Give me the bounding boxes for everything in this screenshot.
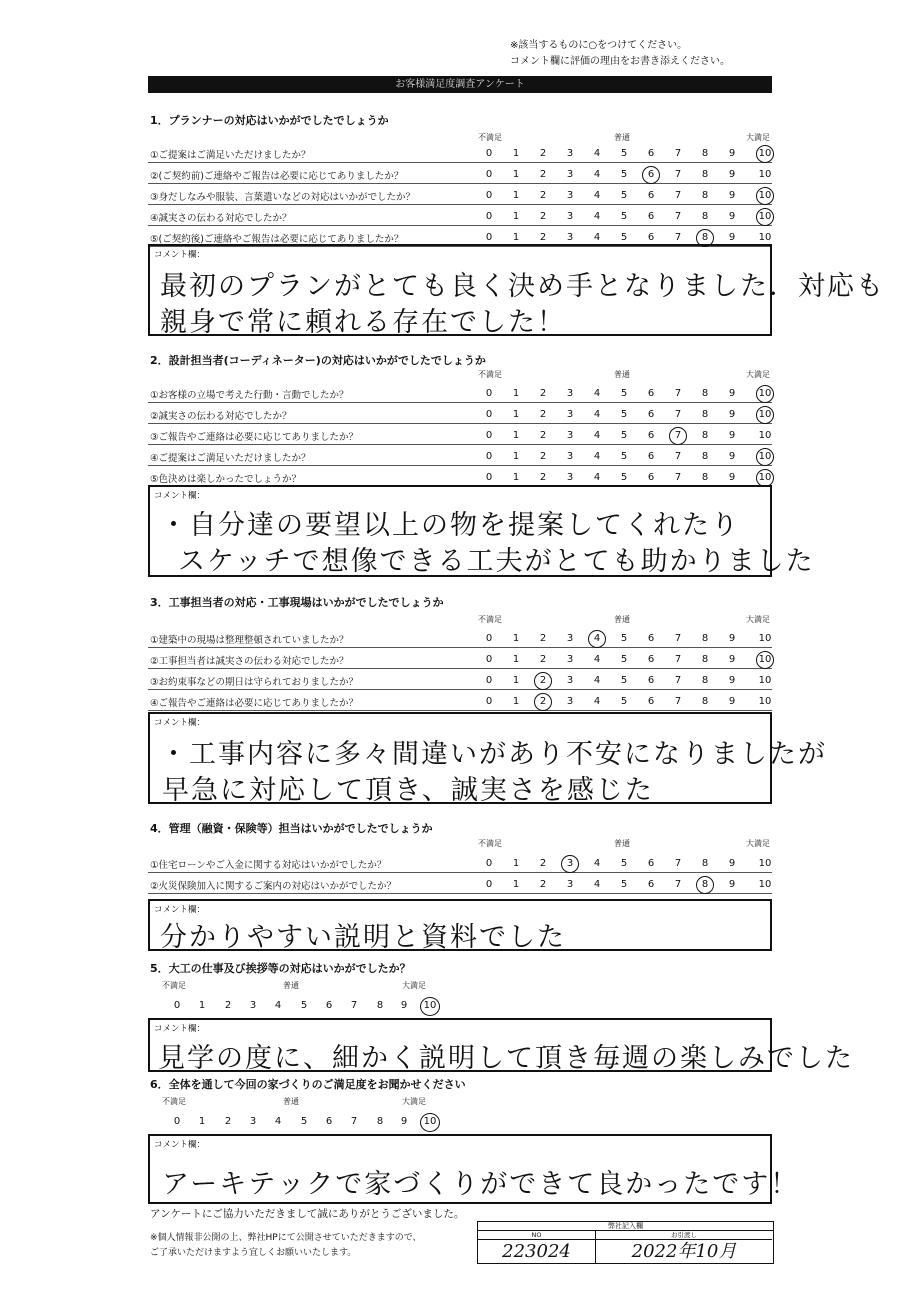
- rating-option[interactable]: 7: [674, 388, 682, 399]
- instruction-comment: コメント欄に評価の理由をお書き添えください。: [510, 56, 730, 67]
- rating-option[interactable]: 10: [758, 696, 772, 707]
- rating-option[interactable]: 5: [620, 858, 628, 869]
- rating-option[interactable]: 10: [758, 879, 772, 890]
- scale-mid-label: 普通: [283, 1097, 299, 1106]
- rating-option-selected[interactable]: 10: [423, 1116, 437, 1127]
- rating-option[interactable]: 9: [728, 148, 736, 159]
- rating-option[interactable]: 2: [539, 451, 547, 462]
- question-label: ⑤色決めは楽しかったでしょうか？: [150, 474, 302, 485]
- rating-option[interactable]: 0: [485, 232, 493, 243]
- rating-option[interactable]: 9: [728, 633, 736, 644]
- rating-option[interactable]: 2: [539, 858, 547, 869]
- rating-option-selected[interactable]: 8: [697, 232, 713, 243]
- scale-low-label: 不満足: [478, 615, 502, 624]
- rating-option-selected[interactable]: 10: [758, 451, 772, 462]
- rating-option[interactable]: 5: [620, 451, 628, 462]
- rating-option[interactable]: 9: [728, 190, 736, 201]
- rating-option[interactable]: 9: [728, 430, 736, 441]
- section5-comment-line1: 見学の度に、細かく説明して頂き毎週の楽しみでした: [158, 1043, 854, 1074]
- rating-option[interactable]: 7: [674, 169, 682, 180]
- section3-comment-box[interactable]: [148, 712, 827, 806]
- rating-option[interactable]: 0: [173, 1000, 181, 1011]
- rating-option[interactable]: 8: [376, 1000, 384, 1011]
- rating-option[interactable]: 0: [485, 472, 493, 483]
- rating-option[interactable]: 2: [539, 409, 547, 420]
- rating-option[interactable]: 6: [647, 409, 655, 420]
- rating-option-selected[interactable]: 2: [535, 696, 551, 707]
- rating-option[interactable]: 0: [485, 430, 493, 441]
- rating-option[interactable]: 3: [249, 1116, 257, 1127]
- rating-option[interactable]: 9: [728, 696, 736, 707]
- scale-low-label: 不満足: [162, 1097, 186, 1106]
- question-label: ②誠実さの伝わる対応でしたか？: [150, 411, 292, 422]
- rating-option[interactable]: 7: [674, 696, 682, 707]
- rating-option-selected[interactable]: 10: [423, 1000, 437, 1011]
- rating-option[interactable]: 10: [758, 633, 772, 644]
- scale-low-label: 不満足: [478, 370, 502, 379]
- question-row: [148, 670, 772, 690]
- rating-option[interactable]: 3: [249, 1000, 257, 1011]
- rating-option[interactable]: 4: [593, 879, 601, 890]
- rating-option[interactable]: 8: [701, 451, 709, 462]
- rating-option[interactable]: 5: [300, 1000, 308, 1011]
- question-row: [148, 853, 772, 873]
- rating-option[interactable]: 1: [198, 1116, 206, 1127]
- rating-option[interactable]: 10: [758, 232, 772, 243]
- rating-option[interactable]: 8: [701, 190, 709, 201]
- rating-option[interactable]: 0: [485, 696, 493, 707]
- rating-option[interactable]: 2: [539, 232, 547, 243]
- rating-option[interactable]: 0: [485, 858, 493, 869]
- rating-option-selected[interactable]: 10: [758, 654, 772, 665]
- rating-option[interactable]: 3: [566, 388, 574, 399]
- rating-option[interactable]: 2: [539, 633, 547, 644]
- rating-option[interactable]: 0: [485, 675, 493, 686]
- section3-comment-line2: 早急に対応して頂き、誠実さを感じた: [162, 775, 654, 806]
- scale-mid-label: 普通: [614, 615, 630, 624]
- question-row: [148, 206, 772, 226]
- section5-rating-row: [148, 996, 448, 1016]
- rating-option[interactable]: 7: [674, 879, 682, 890]
- rating-option[interactable]: 7: [674, 232, 682, 243]
- rating-option[interactable]: 6: [647, 451, 655, 462]
- rating-option-selected[interactable]: 10: [758, 211, 772, 222]
- section1-comment-line1: 最初のプランがとても良く決め手となりました．対応も: [160, 271, 885, 302]
- rating-option[interactable]: 8: [376, 1116, 384, 1127]
- rating-option[interactable]: 9: [728, 472, 736, 483]
- rating-option[interactable]: 8: [701, 388, 709, 399]
- rating-option[interactable]: 6: [647, 430, 655, 441]
- rating-option[interactable]: 7: [674, 858, 682, 869]
- rating-option[interactable]: 7: [350, 1116, 358, 1127]
- rating-option[interactable]: 6: [647, 232, 655, 243]
- question-row: [148, 628, 772, 648]
- scale-high-label: 大満足: [746, 133, 770, 142]
- rating-option[interactable]: 6: [647, 472, 655, 483]
- rating-option[interactable]: 3: [566, 654, 574, 665]
- rating-option-selected[interactable]: 3: [562, 858, 578, 869]
- rating-option[interactable]: 1: [512, 430, 520, 441]
- rating-option[interactable]: 2: [224, 1000, 232, 1011]
- rating-option[interactable]: 1: [512, 148, 520, 159]
- scale-mid-label: 普通: [614, 370, 630, 379]
- question-row: [148, 691, 772, 711]
- rating-option[interactable]: 9: [728, 451, 736, 462]
- office-use-box: [477, 1221, 774, 1264]
- rating-option[interactable]: 5: [620, 409, 628, 420]
- rating-option-selected[interactable]: 4: [589, 633, 605, 644]
- rating-option[interactable]: 8: [701, 696, 709, 707]
- no-value: 223024: [502, 1241, 571, 1262]
- rating-option[interactable]: 2: [539, 430, 547, 441]
- rating-option[interactable]: 5: [620, 148, 628, 159]
- office-use-heading: 弊社記入欄: [478, 1222, 773, 1231]
- rating-option[interactable]: 3: [566, 675, 574, 686]
- rating-option[interactable]: 4: [593, 388, 601, 399]
- rating-option[interactable]: 4: [593, 858, 601, 869]
- rating-option[interactable]: 2: [539, 388, 547, 399]
- section5-comment-box[interactable]: [148, 1018, 854, 1074]
- rating-option[interactable]: 3: [566, 633, 574, 644]
- section5-title: 5．大工の仕事及び挨拶等の対応はいかがでしたか？: [150, 962, 411, 975]
- rating-option[interactable]: 3: [566, 409, 574, 420]
- question-label: ③お約束事などの期日は守られておりましたか？: [150, 677, 359, 688]
- rating-option[interactable]: 8: [701, 633, 709, 644]
- rating-option[interactable]: 4: [593, 211, 601, 222]
- rating-option[interactable]: 1: [512, 472, 520, 483]
- section2-comment-line1: ・自分達の要望以上の物を提案してくれたり: [160, 510, 740, 541]
- rating-option[interactable]: 2: [539, 211, 547, 222]
- rating-option[interactable]: 3: [566, 169, 574, 180]
- rating-option[interactable]: 10: [758, 858, 772, 869]
- rating-option[interactable]: 0: [173, 1116, 181, 1127]
- rating-option[interactable]: 8: [701, 675, 709, 686]
- rating-option[interactable]: 6: [647, 633, 655, 644]
- instruction-circle: ※該当するものに○をつけてください。: [510, 40, 688, 51]
- rating-option[interactable]: 8: [701, 430, 709, 441]
- rating-option[interactable]: 5: [620, 675, 628, 686]
- rating-option[interactable]: 9: [400, 1000, 408, 1011]
- instructions: [510, 38, 730, 70]
- rating-option[interactable]: 10: [758, 675, 772, 686]
- rating-option[interactable]: 5: [300, 1116, 308, 1127]
- rating-option[interactable]: 1: [512, 879, 520, 890]
- section3-comment-line1: ・工事内容に多々間違いがあり不安になりましたが: [160, 739, 827, 770]
- rating-option[interactable]: 5: [620, 190, 628, 201]
- rating-option[interactable]: 1: [512, 169, 520, 180]
- rating-option[interactable]: 0: [485, 148, 493, 159]
- rating-option[interactable]: 7: [674, 190, 682, 201]
- question-row: [148, 649, 772, 669]
- comment-label: コメント欄：: [154, 1140, 206, 1150]
- rating-option[interactable]: 4: [593, 232, 601, 243]
- question-label: ⑤(ご契約後)ご連絡やご報告は必要に応じてありましたか？: [150, 234, 404, 245]
- rating-option[interactable]: 4: [593, 430, 601, 441]
- question-row: [148, 425, 772, 445]
- privacy-note-1: ※個人情報非公開の上、弊社HPにて公開させていただきますので、: [150, 1233, 422, 1243]
- scale-high-label: 大満足: [746, 615, 770, 624]
- question-label: ①住宅ローンやご入金に関する対応はいかがでしたか？: [150, 860, 387, 871]
- rating-option[interactable]: 9: [728, 858, 736, 869]
- rating-option[interactable]: 9: [728, 211, 736, 222]
- rating-option[interactable]: 0: [485, 211, 493, 222]
- rating-option[interactable]: 0: [485, 633, 493, 644]
- rating-option[interactable]: 6: [647, 388, 655, 399]
- rating-option[interactable]: 4: [593, 451, 601, 462]
- rating-option[interactable]: 5: [620, 654, 628, 665]
- question-row: [148, 143, 772, 163]
- rating-option[interactable]: 1: [512, 451, 520, 462]
- section1-title: 1．プランナーの対応はいかがでしたでしょうか: [150, 114, 389, 127]
- rating-option[interactable]: 0: [485, 451, 493, 462]
- rating-option[interactable]: 4: [593, 190, 601, 201]
- rating-option[interactable]: 8: [701, 409, 709, 420]
- question-row: [148, 467, 772, 487]
- rating-option[interactable]: 7: [674, 211, 682, 222]
- rating-option[interactable]: 4: [593, 675, 601, 686]
- rating-option[interactable]: 4: [593, 472, 601, 483]
- section6-comment-line1: アーキテックで家づくりができて良かったです！: [162, 1169, 800, 1200]
- rating-option[interactable]: 3: [566, 232, 574, 243]
- rating-option[interactable]: 7: [674, 451, 682, 462]
- section6-comment-box[interactable]: [148, 1134, 800, 1204]
- rating-option[interactable]: 8: [701, 654, 709, 665]
- rating-option[interactable]: 3: [566, 451, 574, 462]
- rating-option[interactable]: 0: [485, 879, 493, 890]
- rating-option[interactable]: 9: [728, 654, 736, 665]
- question-label: ②(ご契約前)ご連絡やご報告は必要に応じてありましたか？: [150, 171, 404, 182]
- thanks-message: アンケートにご協力いただきまして誠にありがとうございました。: [150, 1208, 465, 1220]
- rating-option[interactable]: 9: [728, 388, 736, 399]
- rating-option[interactable]: 6: [647, 675, 655, 686]
- scale-mid-label: 普通: [283, 981, 299, 990]
- question-label: ①建築中の現場は整理整頓されていましたか？: [150, 635, 349, 646]
- question-row: [148, 446, 772, 466]
- rating-option[interactable]: 1: [512, 858, 520, 869]
- rating-option[interactable]: 6: [647, 654, 655, 665]
- rating-option[interactable]: 6: [647, 190, 655, 201]
- rating-option-selected[interactable]: 10: [758, 472, 772, 483]
- rating-option[interactable]: 6: [647, 211, 655, 222]
- section4-comment-line1: 分かりやすい説明と資料でした: [160, 922, 566, 953]
- scale-low-label: 不満足: [162, 981, 186, 990]
- rating-option[interactable]: 6: [325, 1000, 333, 1011]
- rating-option[interactable]: 7: [674, 633, 682, 644]
- rating-option-selected[interactable]: 10: [758, 409, 772, 420]
- rating-option[interactable]: 3: [566, 148, 574, 159]
- rating-option[interactable]: 5: [620, 388, 628, 399]
- rating-option[interactable]: 2: [539, 148, 547, 159]
- question-row: [148, 185, 772, 205]
- section1-comment-line2: 親身で常に頼れる存在でした！: [160, 307, 566, 338]
- rating-option[interactable]: 9: [728, 169, 736, 180]
- rating-option[interactable]: 7: [674, 472, 682, 483]
- rating-option[interactable]: 1: [512, 211, 520, 222]
- rating-option[interactable]: 3: [566, 472, 574, 483]
- rating-option[interactable]: 8: [701, 472, 709, 483]
- section3-title: 3．工事担当者の対応・工事現場はいかがでしたでしょうか: [150, 596, 444, 609]
- rating-option-selected[interactable]: 6: [643, 169, 659, 180]
- rating-option[interactable]: 7: [674, 148, 682, 159]
- rating-option[interactable]: 1: [512, 232, 520, 243]
- rating-option[interactable]: 4: [274, 1116, 282, 1127]
- rating-option[interactable]: 3: [566, 211, 574, 222]
- rating-option-selected[interactable]: 2: [535, 675, 551, 686]
- question-row: [148, 874, 772, 894]
- rating-option[interactable]: 4: [593, 409, 601, 420]
- rating-option-selected[interactable]: 10: [758, 190, 772, 201]
- rating-option-selected[interactable]: 8: [697, 879, 713, 890]
- rating-option[interactable]: 3: [566, 190, 574, 201]
- question-row: [148, 164, 772, 184]
- rating-option[interactable]: 0: [485, 190, 493, 201]
- rating-option[interactable]: 8: [701, 169, 709, 180]
- rating-option[interactable]: 4: [593, 148, 601, 159]
- scale-high-label: 大満足: [746, 370, 770, 379]
- question-label: ②火災保険加入に関するご案内の対応はいかがでしたか？: [150, 881, 397, 892]
- rating-option[interactable]: 10: [758, 430, 772, 441]
- scale-high-label: 大満足: [402, 1097, 426, 1106]
- question-label: ④誠実さの伝わる対応でしたか？: [150, 213, 292, 224]
- scale-mid-label: 普通: [614, 133, 630, 142]
- rating-option[interactable]: 6: [325, 1116, 333, 1127]
- scale-mid-label: 普通: [614, 839, 630, 848]
- scale-low-label: 不満足: [478, 839, 502, 848]
- rating-option[interactable]: 1: [512, 696, 520, 707]
- survey-title: お客様満足度調査アンケート: [148, 76, 772, 93]
- rating-option[interactable]: 5: [620, 169, 628, 180]
- rating-option-selected[interactable]: 10: [758, 388, 772, 399]
- rating-option[interactable]: 0: [485, 409, 493, 420]
- rating-option[interactable]: 5: [620, 232, 628, 243]
- scale-high-label: 大満足: [402, 981, 426, 990]
- rating-option[interactable]: 1: [198, 1000, 206, 1011]
- rating-option[interactable]: 5: [620, 633, 628, 644]
- rating-option[interactable]: 3: [566, 696, 574, 707]
- question-label: ③身だしなみや服装、言葉遣いなどの対応はいかがでしたか？: [150, 192, 416, 203]
- rating-option[interactable]: 9: [728, 232, 736, 243]
- question-row: [148, 404, 772, 424]
- rating-option[interactable]: 3: [566, 879, 574, 890]
- rating-option[interactable]: 1: [512, 654, 520, 665]
- rating-option[interactable]: 5: [620, 472, 628, 483]
- section6-title: 6．全体を通して今回の家づくりのご満足度をお聞かせください: [150, 1078, 466, 1091]
- rating-option[interactable]: 6: [647, 696, 655, 707]
- question-row: [148, 383, 772, 403]
- handover-label: お引渡し: [596, 1231, 772, 1240]
- rating-option[interactable]: 8: [701, 858, 709, 869]
- rating-option[interactable]: 7: [350, 1000, 358, 1011]
- rating-option[interactable]: 1: [512, 675, 520, 686]
- rating-option[interactable]: 5: [620, 879, 628, 890]
- rating-option-selected[interactable]: 10: [758, 148, 772, 159]
- rating-option[interactable]: 4: [274, 1000, 282, 1011]
- question-label: ④ご報告やご連絡は必要に応じてありましたか？: [150, 698, 359, 709]
- rating-option[interactable]: 2: [539, 472, 547, 483]
- question-label: ②工事担当者は誠実さの伝わる対応でしたか？: [150, 656, 349, 667]
- rating-option[interactable]: 6: [647, 858, 655, 869]
- no-label: NO: [478, 1231, 595, 1240]
- rating-option[interactable]: 1: [512, 388, 520, 399]
- section2-comment-box[interactable]: [148, 485, 815, 577]
- question-label: ③ご報告やご連絡は必要に応じてありましたか？: [150, 432, 359, 443]
- privacy-notes: [150, 1231, 422, 1261]
- rating-option[interactable]: 10: [758, 169, 772, 180]
- rating-option-selected[interactable]: 7: [670, 430, 686, 441]
- rating-option[interactable]: 6: [647, 148, 655, 159]
- rating-option[interactable]: 2: [539, 879, 547, 890]
- question-label: ①ご提案はご満足いただけましたか？: [150, 150, 311, 161]
- rating-option[interactable]: 2: [224, 1116, 232, 1127]
- section1-comment-box[interactable]: [148, 244, 885, 338]
- rating-option[interactable]: 5: [620, 430, 628, 441]
- scale-high-label: 大満足: [746, 839, 770, 848]
- comment-label: コメント欄：: [154, 1024, 206, 1034]
- rating-option[interactable]: 5: [620, 211, 628, 222]
- rating-option[interactable]: 2: [539, 169, 547, 180]
- section4-title: 4．管理（融資・保険等）担当はいかがでしたでしょうか: [150, 822, 433, 835]
- section4-comment-box[interactable]: [148, 899, 772, 951]
- rating-option[interactable]: 2: [539, 654, 547, 665]
- rating-option[interactable]: 0: [485, 388, 493, 399]
- rating-option[interactable]: 8: [701, 211, 709, 222]
- rating-option[interactable]: 1: [512, 409, 520, 420]
- rating-option[interactable]: 9: [728, 409, 736, 420]
- rating-option[interactable]: 9: [400, 1116, 408, 1127]
- question-label: ④ご提案はご満足いただけましたか？: [150, 453, 311, 464]
- rating-option[interactable]: 3: [566, 430, 574, 441]
- section2-title: 2．設計担当者(コーディネーター)の対応はいかがでしたでしょうか: [150, 354, 486, 367]
- question-label: ①お客様の立場で考えた行動・言動でしたか？: [150, 390, 349, 401]
- rating-option[interactable]: 2: [539, 190, 547, 201]
- rating-option[interactable]: 0: [485, 654, 493, 665]
- rating-option[interactable]: 7: [674, 409, 682, 420]
- rating-option[interactable]: 6: [647, 879, 655, 890]
- comment-label: コメント欄：: [154, 491, 206, 501]
- rating-option[interactable]: 4: [593, 169, 601, 180]
- rating-option[interactable]: 7: [674, 675, 682, 686]
- rating-option[interactable]: 9: [728, 879, 736, 890]
- rating-option[interactable]: 0: [485, 169, 493, 180]
- rating-option[interactable]: 1: [512, 190, 520, 201]
- scale-low-label: 不満足: [478, 133, 502, 142]
- rating-option[interactable]: 1: [512, 633, 520, 644]
- rating-option[interactable]: 4: [593, 654, 601, 665]
- handover-date-value: 2022年10月: [631, 1241, 737, 1262]
- section6-rating-row: [148, 1112, 448, 1132]
- privacy-note-2: ご了承いただけますよう宜しくお願いいたします。: [150, 1248, 357, 1258]
- comment-label: コメント欄：: [154, 718, 206, 728]
- comment-label: コメント欄：: [154, 250, 206, 260]
- rating-option[interactable]: 8: [701, 148, 709, 159]
- comment-label: コメント欄：: [154, 905, 206, 915]
- rating-option[interactable]: 4: [593, 696, 601, 707]
- rating-option[interactable]: 7: [674, 654, 682, 665]
- rating-option[interactable]: 9: [728, 675, 736, 686]
- rating-option[interactable]: 5: [620, 696, 628, 707]
- section2-comment-line2: スケッチで想像できる工夫がとても助かりました: [178, 546, 815, 577]
